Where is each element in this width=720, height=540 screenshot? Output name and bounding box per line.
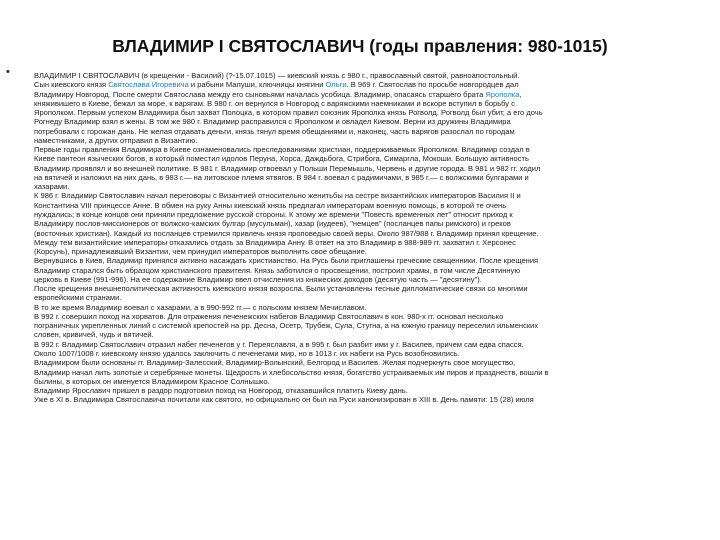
text-line: ВЛАДИМИР I СВЯТОСЛАВИЧ (в крещении - Василий) (?-15.07.1015) — киевский князь с 980 г., православный святой, равноапостольный. [34,71,520,80]
text-line: Вернувшись в Киев, Владимир принялся активно насаждать христианство. На Русь были приглашены греческие священники. После крещения [34,256,539,266]
text-line: Владимир начал лить золотые и серебряные монеты. Щедрость и хлебосольство князя, богатство устраиваемых им пиров и празднеств, вошли в [34,367,549,377]
text-line: хазарами. [34,182,70,192]
text-line: потребовали с горожан дань. Не желая отдавать деньги, князь тянул время обещаниями и, наконец, часть варягов разослал по городам [34,126,515,136]
text-line: княживишего в Киеве, бежал за море, к варягам. В 980 г. он вернулся в Новгород с варяжскими наемниками и вскоре вступил в борьбу с [34,98,515,108]
article-body [34,71,714,405]
person-link[interactable]: Ярополка [485,89,520,99]
person-link[interactable]: Святослава Игоревича [108,80,189,90]
text-line: наместниками, а других отправил в Византию. [34,135,198,145]
bullet-marker: • [6,66,10,78]
text-line: В 992 г. Владимир Святославич отразил набег печенегов у г. Переяславля, а в 995 г. был разбит ими у г. Василев, причем сам едва спасся. [34,339,524,349]
text-line: Около 1007/1008 г. киевскому князю удалось заключить с печенегами мир, но в 1013 г. их набеги на Русь возобновились. [34,348,460,358]
text-line: В 992 г. совершил поход на хорватов. Для отражения печенежских набегов Владимир Святославич в кон. 980-х гг. основал несколько [34,311,504,321]
text-line: пограничных укрепленных линий с системой крепостей на рр. Десна, Осетр, Трубеж, Сула, Стугна, а на южную границу переселил ильменских [34,321,539,331]
text-line: нуждались; в конце концов они приняли предложение русской стороны. К этому же времени "Повесть временных лет" относит приход к [34,209,513,219]
text-line: К 986 г. Владимир Святославич начал переговоры с Византией относительно женитьбы на сестре византийских императоров Василия II и [34,191,521,201]
text-line: Сын киевского князя Святослава Игоревича и рабыни Малуши, ключницы княгини Ольги. В 969 г. Святослав по просьбе новгородцев дал [34,80,519,90]
text-line: Рогнеду Владимир взял в жены. В том же 980 г. Владимир расправился с Ярополком и овладел Киевом. Верни из дружины Владимира [34,117,511,127]
text-line: Владимир проявлял и во внешней политике. В 981 г. Владимир отвоевал у Польши Перемышль, Червень и другие города. В 981 и 982 гг. ходил [34,163,541,173]
text-line: Между тем византийские императоры отказались отдать за Владимира Анну. В ответ на это Владимир в 988-989 гг. захватил г. Херсонес [34,237,516,247]
text-line: Владимир старался быть образцом христианского правителя. Князь заботился о просвещении, построил храмы, в том числе Десятинную [34,265,520,275]
text-line: После крещения внешнеполитическая активность киевского князя возросла. Были установлены тесные дипломатические связи со многими [34,284,528,294]
text-line: европейскими странами. [34,293,122,303]
text-line: Владимиру послов-миссионеров от волжско-камских булгар (мусульман), хазар (иудеев), "немцев" (посланцев папы римского) и греков [34,219,511,229]
text-line: Первые годы правления Владимира в Киеве ознаменовались преследованиями христиан, поддерживаемых Ярополком. Владимир создал в [34,145,530,155]
text-line: Ярополком. Первым успехом Владимира был захват Полоцка, в котором правил союзник Ярополка князь Рогволд. Рогволд был убит, а его дочь [34,108,543,118]
text-line: (Корсунь), принадлежавший Византии, чем принудил императоров выполнить свое обещание. [34,247,367,257]
page-title: ВЛАДИМИР I СВЯТОСЛАВИЧ (годы правления: 980-1015) [112,36,608,56]
text-line: Владимир Ярославич пришел в раздор подготовил поход на Новгород, отказавшийся платить Киеву дань. [34,386,408,396]
text-line: былины, в которых он именуется Владимиром Красное Солнышко. [34,376,270,386]
text-line: словен, кривичей, чудь и вятичей. [34,330,154,340]
text-line: Владимиром были основаны гг. Владимир-Залесский, Владимир-Волынский, Белгород и Василев. Желая подчеркнуть свое могущество, [34,358,516,368]
person-link[interactable]: Ольги [325,80,347,90]
text-line: Киеве пантеон языческих богов, в который поместил идолов Перуна, Хорса, Даждьбога, Стрибога, Симаргла, Мокоши. Большую активность [34,154,529,164]
text-line: на вятичей и наложил на них дань, в 983 г.— на литовское племя ятвягов. В 984 г. воевал с радимичами, в 985 г.— с волжскими булгарами и [34,172,529,182]
text-line: церковь в Киеве (991-996). На ее содержание Владимир ввел отчисления из княжеских доходов (десятую часть — "десятину"). [34,274,482,284]
text-line: В то же время Владимир воевал с хазарами, а в 990-992 гг.— с польским князем Мечиславом. [34,302,367,312]
text-line: Владимиру Новгород. После смерти Святослава между его сыновьями началась усобица. Владимир, опасаясь старшего брата Ярополка, [34,89,522,99]
text-line: Уже в XI в. Владимира Святославича почитали как святого, но официально он был на Руси канонизирован в XIII в. День памяти: 15 (28) июля [34,395,534,405]
text-line: (восточных христиан). Каждый из посланцев стремился привлечь князя проповедью своей веры. Около 987/988 г. Владимир принял крещение. [34,228,539,238]
text-line: Константина VIII принцессе Анне. В обмен на руку Анны киевский князь предлагал императорам военную помощь, в которой те очень [34,200,507,210]
